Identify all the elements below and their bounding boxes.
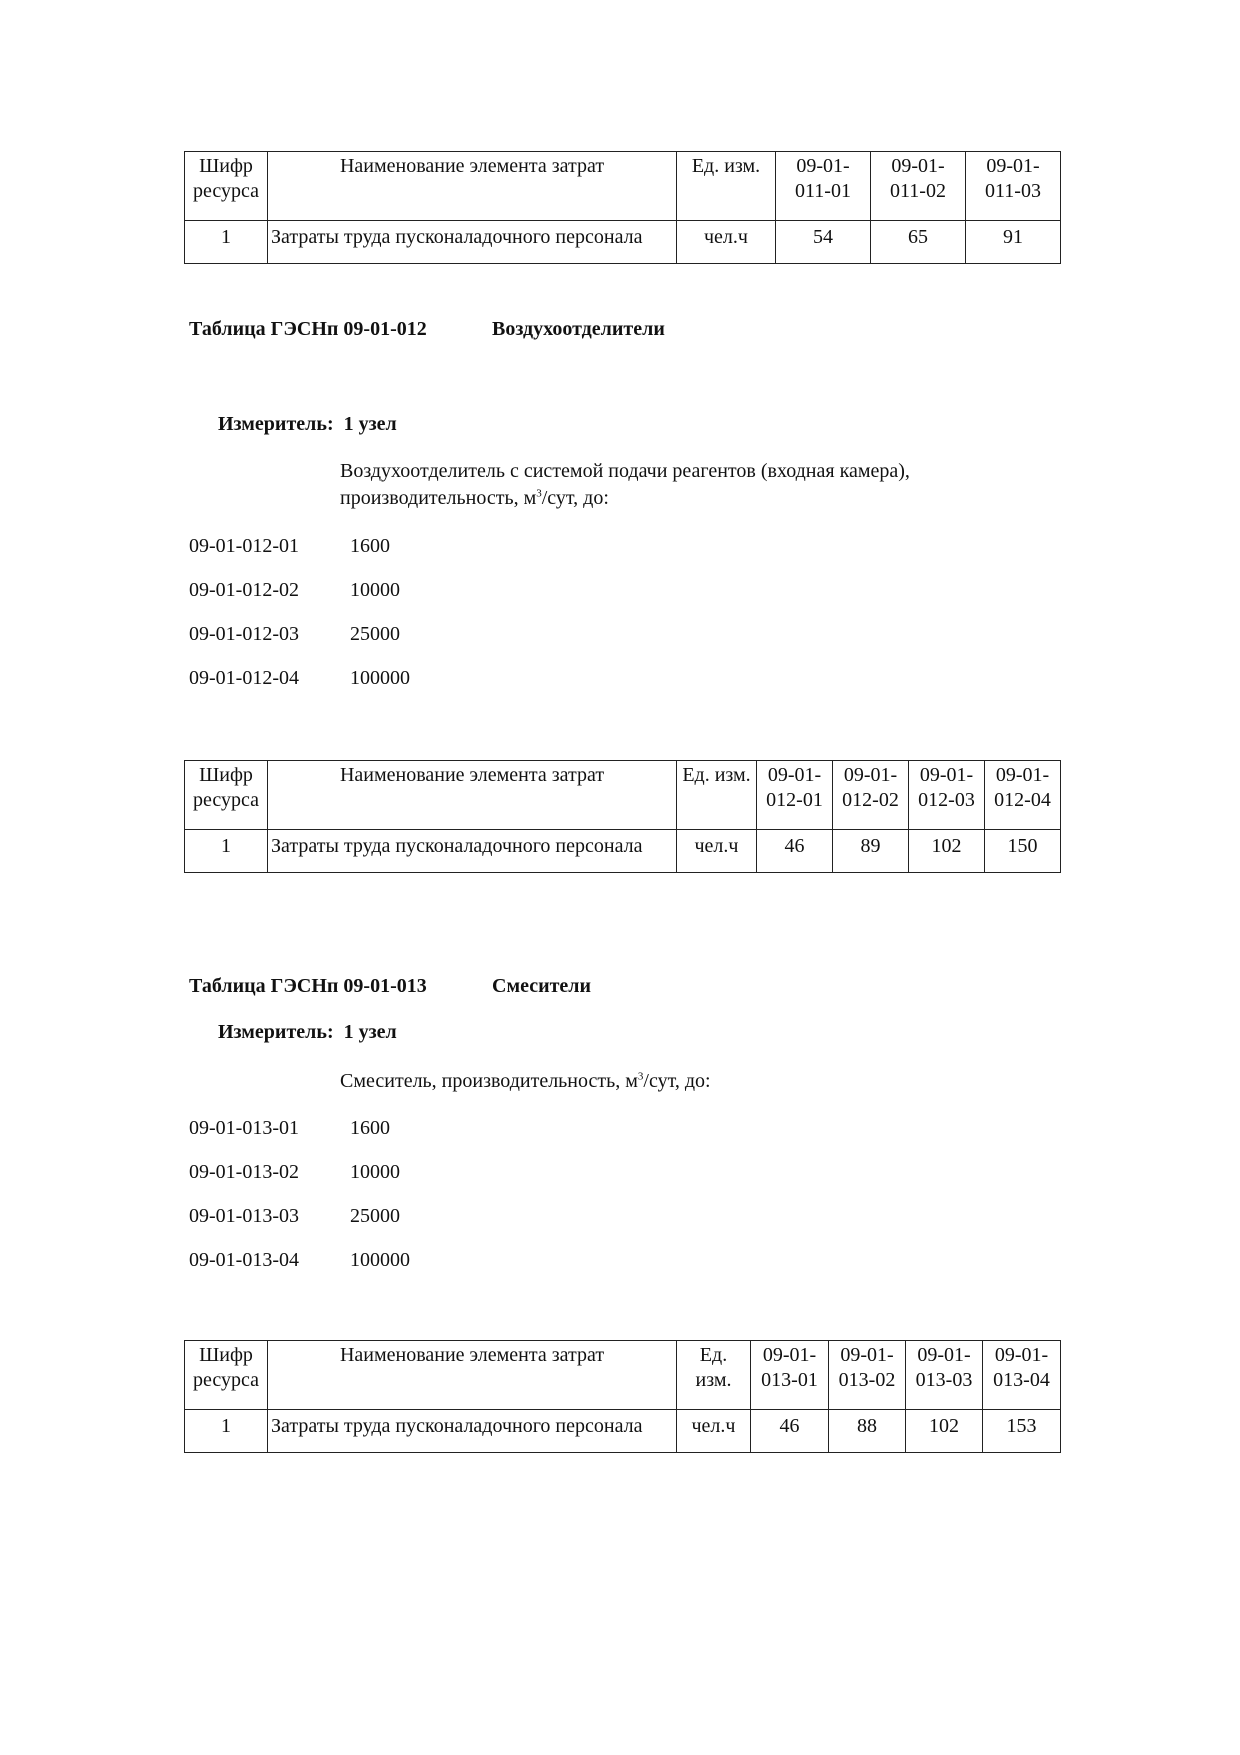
table-header-row xyxy=(185,152,1061,221)
cell-unit: чел.ч xyxy=(677,830,757,873)
header-col-4: 09-01-012-04 xyxy=(985,761,1061,830)
cell-value-2: 88 xyxy=(829,1410,906,1453)
item-code: 09-01-013-01 xyxy=(189,1117,299,1139)
header-cost-element: Наименование элемента затрат xyxy=(268,761,677,830)
table-header-row xyxy=(185,1341,1061,1410)
item-value: 100000 xyxy=(350,667,410,689)
header-unit: Ед. изм. xyxy=(677,1341,751,1410)
header-col-3: 09-01-012-03 xyxy=(909,761,985,830)
header-col-3: 09-01-011-03 xyxy=(966,152,1061,221)
item-value: 25000 xyxy=(350,1205,400,1227)
description-text-end: /сут, до: xyxy=(541,487,609,509)
item-code: 09-01-012-01 xyxy=(189,535,299,557)
cubic-superscript: 3 xyxy=(637,1070,644,1083)
cell-unit: чел.ч xyxy=(677,1410,751,1453)
header-resource-code: Шифр ресурса xyxy=(185,152,268,221)
header-unit: Ед. изм. xyxy=(677,761,757,830)
cell-value-4: 153 xyxy=(983,1410,1061,1453)
cell-resource-code: 1 xyxy=(185,830,268,873)
item-code: 09-01-012-04 xyxy=(189,667,299,689)
table-header-row xyxy=(185,761,1061,830)
item-code: 09-01-013-02 xyxy=(189,1161,299,1183)
cell-cost-element: Затраты труда пусконаладочного персонала xyxy=(268,221,677,264)
item-code: 09-01-013-03 xyxy=(189,1205,299,1227)
header-col-2: 09-01-013-02 xyxy=(829,1341,906,1410)
header-col-4: 09-01-013-04 xyxy=(983,1341,1061,1410)
item-code: 09-01-012-02 xyxy=(189,579,299,601)
description-text: Смеситель, производительность, м xyxy=(340,1070,638,1092)
item-value: 10000 xyxy=(350,579,400,601)
measure-unit-013: Измеритель: 1 узел xyxy=(218,1021,397,1043)
cell-resource-code: 1 xyxy=(185,1410,268,1453)
header-cost-element: Наименование элемента затрат xyxy=(268,1341,677,1410)
item-value: 10000 xyxy=(350,1161,400,1183)
item-code: 09-01-013-04 xyxy=(189,1249,299,1271)
cell-resource-code: 1 xyxy=(185,221,268,264)
cell-value-1: 54 xyxy=(776,221,871,264)
description-text: производительность, м xyxy=(340,487,537,509)
header-resource-code: Шифр ресурса xyxy=(185,1341,268,1410)
norm-table-012 xyxy=(184,760,1061,873)
cubic-superscript: 3 xyxy=(536,487,542,500)
description-012 xyxy=(340,458,910,512)
cell-value-3: 102 xyxy=(909,830,985,873)
cell-value-3: 102 xyxy=(906,1410,983,1453)
item-value: 1600 xyxy=(350,535,390,557)
header-col-1: 09-01-011-01 xyxy=(776,152,871,221)
table-title-013: Смесители xyxy=(492,975,592,997)
cell-value-2: 65 xyxy=(871,221,966,264)
cell-value-2: 89 xyxy=(833,830,909,873)
item-value: 100000 xyxy=(350,1249,410,1271)
measure-unit-012: Измеритель: 1 узел xyxy=(218,413,397,435)
table-row xyxy=(185,830,1061,873)
header-col-2: 09-01-012-02 xyxy=(833,761,909,830)
item-code: 09-01-012-03 xyxy=(189,623,299,645)
cell-unit: чел.ч xyxy=(677,221,776,264)
cell-value-4: 150 xyxy=(985,830,1061,873)
norm-table-013 xyxy=(184,1340,1061,1453)
cell-cost-element: Затраты труда пусконаладочного персонала xyxy=(268,1410,677,1453)
table-row xyxy=(185,221,1061,264)
header-cost-element: Наименование элемента затрат xyxy=(268,152,677,221)
table-label-013: Таблица ГЭСНп 09-01-013 xyxy=(189,975,427,997)
table-title-012: Воздухоотделители xyxy=(492,318,665,340)
header-col-1: 09-01-012-01 xyxy=(757,761,833,830)
description-line-1: Воздухоотделитель с системой подачи реагентов (входная камера), xyxy=(340,460,910,482)
header-col-1: 09-01-013-01 xyxy=(751,1341,829,1410)
item-value: 25000 xyxy=(350,623,400,645)
header-unit: Ед. изм. xyxy=(677,152,776,221)
description-line-2 xyxy=(340,485,910,512)
header-resource-code: Шифр ресурса xyxy=(185,761,268,830)
cell-cost-element: Затраты труда пусконаладочного персонала xyxy=(268,830,677,873)
table-row xyxy=(185,1410,1061,1453)
item-value: 1600 xyxy=(350,1117,390,1139)
cell-value-3: 91 xyxy=(966,221,1061,264)
description-013 xyxy=(340,1068,711,1095)
description-text-end: /сут, до: xyxy=(643,1070,711,1092)
header-col-3: 09-01-013-03 xyxy=(906,1341,983,1410)
header-col-2: 09-01-011-02 xyxy=(871,152,966,221)
table-label-012: Таблица ГЭСНп 09-01-012 xyxy=(189,318,427,340)
cell-value-1: 46 xyxy=(751,1410,829,1453)
norm-table-011 xyxy=(184,151,1061,264)
cell-value-1: 46 xyxy=(757,830,833,873)
